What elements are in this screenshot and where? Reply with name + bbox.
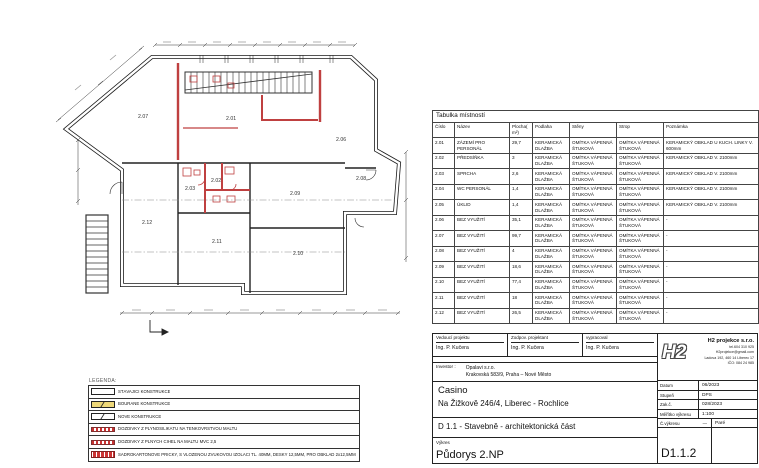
- title-block-right: [658, 334, 757, 463]
- field-row: [658, 381, 757, 391]
- cell-poznamka: -: [664, 215, 759, 230]
- cvykresu-label: Č.výkresu: [660, 421, 680, 426]
- cell-strop: OMÍTKA VÁPENNÁ ŠTUKOVÁ: [617, 169, 664, 184]
- field-row: [658, 410, 757, 420]
- cell-strop: OMÍTKA VÁPENNÁ ŠTUKOVÁ: [617, 153, 664, 168]
- legend-row: [89, 449, 359, 461]
- cell-poznamka: -: [664, 277, 759, 292]
- project-part: D 1.1 - Stavebně - architektonická část: [433, 418, 657, 438]
- cell-plocha: 29,7: [510, 138, 533, 153]
- cell-cislo: 2.05: [433, 200, 455, 215]
- table-row: [433, 169, 759, 184]
- investor-address: Krakovská 583/9, Praha – Nové Město: [465, 371, 552, 378]
- company-ico: IČO: 084 24 985: [727, 360, 754, 365]
- cell-steny: OMÍTKA VÁPENNÁ ŠTUKOVÁ: [570, 231, 617, 246]
- room-table-body: [433, 138, 759, 324]
- role-name: Ing. P. Kučera: [586, 344, 619, 351]
- cell-poznamka: -: [664, 262, 759, 277]
- table-row: [433, 200, 759, 215]
- field-label: Datum: [658, 381, 699, 390]
- room-label: 2.01: [226, 116, 237, 122]
- table-row: [433, 293, 759, 308]
- cell-steny: OMÍTKA VÁPENNÁ ŠTUKOVÁ: [570, 277, 617, 292]
- cell-podlaha: KERAMICKÁ DLAŽBA: [533, 169, 570, 184]
- floor-plan-svg: [55, 5, 425, 345]
- table-row: [433, 138, 759, 153]
- axis-lines: [122, 200, 396, 252]
- cell-plocha: 18,6: [510, 262, 533, 277]
- cell-steny: OMÍTKA VÁPENNÁ ŠTUKOVÁ: [570, 215, 617, 230]
- cell-strop: OMÍTKA VÁPENNÁ ŠTUKOVÁ: [617, 138, 664, 153]
- drawing-label: Výkres: [436, 439, 450, 445]
- cell-steny: OMÍTKA VÁPENNÁ ŠTUKOVÁ: [570, 138, 617, 153]
- cell-plocha: 99,7: [510, 231, 533, 246]
- cell-strop: OMÍTKA VÁPENNÁ ŠTUKOVÁ: [617, 184, 664, 199]
- legend-box: [88, 385, 360, 462]
- company-email: H2projekce@gmail.com: [715, 350, 754, 355]
- red-fixtures: [183, 76, 236, 202]
- cell-steny: OMÍTKA VÁPENNÁ ŠTUKOVÁ: [570, 169, 617, 184]
- legend-symbol: [91, 427, 115, 432]
- cell-steny: OMÍTKA VÁPENNÁ ŠTUKOVÁ: [570, 184, 617, 199]
- table-row: [433, 215, 759, 230]
- cell-steny: OMÍTKA VÁPENNÁ ŠTUKOVÁ: [570, 262, 617, 277]
- cell-cislo: 2.04: [433, 184, 455, 199]
- cell-plocha: 18: [510, 293, 533, 308]
- role-label: vypracoval: [586, 335, 654, 343]
- legend-symbol: [91, 388, 115, 395]
- col-header-steny: Stěny: [570, 122, 617, 137]
- cell-strop: OMÍTKA VÁPENNÁ ŠTUKOVÁ: [617, 231, 664, 246]
- room-label: 2.09: [290, 191, 301, 197]
- legend-row: [89, 424, 359, 437]
- cell-podlaha: KERAMICKÁ DLAŽBA: [533, 153, 570, 168]
- role-cell: [433, 334, 508, 356]
- legend-symbol: [91, 451, 115, 458]
- cell-cislo: 2.11: [433, 293, 455, 308]
- role-cell: [508, 334, 583, 356]
- title-block-bottom: [658, 428, 757, 463]
- cell-cislo: 2.12: [433, 308, 455, 323]
- cell-cislo: 2.03: [433, 169, 455, 184]
- cell-nazev: BEZ VYUŽITÍ: [455, 262, 510, 277]
- investor-name: Opalavi s.r.o.: [465, 364, 495, 371]
- role-cell: [583, 334, 657, 356]
- cell-podlaha: KERAMICKÁ DLAŽBA: [533, 246, 570, 261]
- col-header-nazev: Název: [455, 122, 510, 137]
- cell-plocha: 2,6: [510, 169, 533, 184]
- legend-label: NOVÉ KONSTRUKCE: [118, 414, 162, 419]
- room-table-header-row: [433, 122, 759, 137]
- stairs-left: [86, 215, 108, 293]
- cell-podlaha: KERAMICKÁ DLAŽBA: [533, 293, 570, 308]
- field-value: 06/2023: [702, 383, 720, 388]
- cell-nazev: BEZ VYUŽITÍ: [455, 231, 510, 246]
- cell-poznamka: -: [664, 231, 759, 246]
- title-block: [432, 333, 758, 464]
- cell-cislo: 2.07: [433, 231, 455, 246]
- field-value: DPS: [702, 392, 712, 398]
- cell-podlaha: KERAMICKÁ DLAŽBA: [533, 262, 570, 277]
- room-table: [432, 110, 759, 324]
- cell-podlaha: KERAMICKÁ DLAŽBA: [533, 231, 570, 246]
- legend-symbol: [91, 413, 115, 420]
- cell-cislo: 2.09: [433, 262, 455, 277]
- cell-strop: OMÍTKA VÁPENNÁ ŠTUKOVÁ: [617, 308, 664, 323]
- cell-cislo: 2.08: [433, 246, 455, 261]
- company-info: [704, 338, 754, 365]
- investor-info: [466, 365, 552, 380]
- cvykresu-value: —: [702, 421, 707, 426]
- table-row: [433, 153, 759, 168]
- room-label: 2.10: [293, 251, 304, 257]
- col-header-poznamka: Poznámka: [664, 122, 759, 137]
- field-row: [658, 391, 757, 401]
- cell-poznamka: KERAMICKÝ OBKLAD V. 2100mm: [664, 169, 759, 184]
- cell-poznamka: -: [664, 246, 759, 261]
- room-label: 2.07: [138, 114, 149, 120]
- field-row: [658, 400, 757, 410]
- cell-podlaha: KERAMICKÁ DLAŽBA: [533, 277, 570, 292]
- col-header-strop: Strop: [617, 122, 664, 137]
- title-block-left: [433, 334, 658, 463]
- legend-symbol: [91, 401, 115, 408]
- cell-strop: OMÍTKA VÁPENNÁ ŠTUKOVÁ: [617, 215, 664, 230]
- legend-label: BOURANÉ KONSTRUKCE: [118, 402, 171, 407]
- floor-plan: [55, 5, 425, 345]
- legend-symbol: [91, 440, 115, 445]
- cell-podlaha: KERAMICKÁ DLAŽBA: [533, 215, 570, 230]
- company-address: Ladova 192, 460 14 Liberec 17: [704, 355, 754, 360]
- field-label: Zak.č.: [658, 400, 699, 409]
- cell-poznamka: KERAMICKÝ OBKLAD U KUCH. LINKY V. 600mm: [664, 138, 759, 153]
- cvykresu-row: [658, 419, 757, 428]
- cell-nazev: ZÁZEMÍ PRO PERSONÁL: [455, 138, 510, 153]
- cell-plocha: 3: [510, 153, 533, 168]
- doors: [110, 170, 376, 227]
- interior-walls: [122, 163, 376, 293]
- table-row: [433, 277, 759, 292]
- cvykresu-left: [658, 419, 712, 427]
- cell-plocha: 1,4: [510, 200, 533, 215]
- cell-poznamka: -: [664, 308, 759, 323]
- table-row: [433, 184, 759, 199]
- company-phone: tel.604 310 925: [729, 345, 754, 350]
- outer-walls: [66, 57, 399, 293]
- cell-nazev: BEZ VYUŽITÍ: [455, 277, 510, 292]
- cell-podlaha: KERAMICKÁ DLAŽBA: [533, 184, 570, 199]
- cell-nazev: PŘEDSÍŇKA: [455, 153, 510, 168]
- company-cell: [658, 334, 757, 381]
- col-header-podlaha: Podlaha: [533, 122, 570, 137]
- room-label: 2.08: [356, 176, 367, 182]
- cell-steny: OMÍTKA VÁPENNÁ ŠTUKOVÁ: [570, 246, 617, 261]
- cell-strop: OMÍTKA VÁPENNÁ ŠTUKOVÁ: [617, 293, 664, 308]
- cell-cislo: 2.06: [433, 215, 455, 230]
- pare-label: Paré: [715, 421, 726, 426]
- project-address: Na Žižkově 246/4, Liberec - Rochlice: [438, 399, 569, 408]
- room-labels: [138, 114, 366, 257]
- investor-row: [433, 363, 657, 382]
- legend-row: [89, 411, 359, 424]
- table-row: [433, 308, 759, 323]
- role-name: Ing. P. Kučera: [436, 344, 469, 351]
- cell-nazev: BEZ VYUŽITÍ: [455, 293, 510, 308]
- investor-label: Investor :: [436, 364, 456, 370]
- legend-row: [89, 386, 359, 399]
- cell-cislo: 2.02: [433, 153, 455, 168]
- section-mark: [150, 320, 168, 335]
- cell-nazev: ÚKLID: [455, 200, 510, 215]
- cell-steny: OMÍTKA VÁPENNÁ ŠTUKOVÁ: [570, 308, 617, 323]
- cell-plocha: 4: [510, 246, 533, 261]
- stairs-top: [185, 72, 312, 93]
- table-row: [433, 246, 759, 261]
- cell-podlaha: KERAMICKÁ DLAŽBA: [533, 308, 570, 323]
- table-row: [433, 231, 759, 246]
- cell-nazev: WC PERSONÁL: [455, 184, 510, 199]
- cell-poznamka: KERAMICKÝ OBKLAD V. 2100mm: [664, 153, 759, 168]
- room-label: 2.06: [336, 137, 347, 143]
- roles-row: [433, 334, 657, 357]
- legend-row: [89, 436, 359, 449]
- drawing-cell: [433, 438, 657, 463]
- table-row: [433, 262, 759, 277]
- legend-label: STÁVAJÍCÍ KONSTRUKCE: [118, 389, 171, 394]
- cell-cislo: 2.01: [433, 138, 455, 153]
- cell-strop: OMÍTKA VÁPENNÁ ŠTUKOVÁ: [617, 262, 664, 277]
- cell-steny: OMÍTKA VÁPENNÁ ŠTUKOVÁ: [570, 153, 617, 168]
- col-header-plocha: Plocha(m²): [510, 122, 533, 137]
- room-label: 2.12: [142, 220, 153, 226]
- room-table-head: [433, 111, 759, 138]
- drawing-number: D1.1.2: [661, 446, 697, 460]
- company-name: H2 projekce s.r.o.: [707, 338, 754, 344]
- room-label: 2.02: [211, 178, 222, 184]
- cell-podlaha: KERAMICKÁ DLAŽBA: [533, 138, 570, 153]
- legend: [88, 378, 360, 462]
- cell-strop: OMÍTKA VÁPENNÁ ŠTUKOVÁ: [617, 200, 664, 215]
- room-label: 2.11: [212, 239, 222, 245]
- cell-plocha: 77,4: [510, 277, 533, 292]
- cell-nazev: SPRCHA: [455, 169, 510, 184]
- legend-title: LEGENDA:: [89, 378, 117, 384]
- project-cell: [433, 382, 657, 418]
- field-value: 1:100: [702, 411, 715, 417]
- legend-label: DOZDÍVKY Z PLNÝCH CIHEL NA MALTU MVC 2,5: [118, 440, 217, 445]
- pare-value-cell: [712, 428, 757, 463]
- cell-poznamka: -: [664, 293, 759, 308]
- cell-cislo: 2.10: [433, 277, 455, 292]
- field-label: Stupeň: [658, 391, 699, 400]
- fields: [658, 381, 757, 419]
- cell-nazev: BEZ VYUŽITÍ: [455, 246, 510, 261]
- drawing-number-cell: [658, 428, 712, 463]
- legend-label: DOZDÍVKY Z PLYNOSILIKÁTU NA TENKOVRSTVOU MALTU: [118, 427, 238, 432]
- cell-plocha: 26,5: [510, 308, 533, 323]
- drawing-name: Půdorys 2.NP: [436, 448, 504, 461]
- role-name: Ing. P. Kučera: [511, 344, 544, 351]
- company-logo: H2: [662, 342, 687, 363]
- cell-podlaha: KERAMICKÁ DLAŽBA: [533, 200, 570, 215]
- legend-label: SÁDROKARTONOVÉ PŘÍČKY, S VLOŽENOU ZVUKOVOU IZOLACÍ TL. 40MM, DESKY 12,5MM, PRO OBKLAD 2x12,5MM: [118, 452, 356, 457]
- project-title: Casino: [438, 385, 468, 396]
- cell-nazev: BEZ VYUŽITÍ: [455, 308, 510, 323]
- room-table-title: Tabulka místností: [433, 111, 759, 123]
- cell-nazev: BEZ VYUŽITÍ: [455, 215, 510, 230]
- cell-steny: OMÍTKA VÁPENNÁ ŠTUKOVÁ: [570, 200, 617, 215]
- cell-strop: OMÍTKA VÁPENNÁ ŠTUKOVÁ: [617, 277, 664, 292]
- cell-poznamka: KERAMICKÝ OBKLAD V. 2100mm: [664, 200, 759, 215]
- field-label: Měřítko výkresu: [658, 410, 699, 419]
- field-value: 028/2023: [702, 402, 723, 407]
- col-header-cislo: Číslo: [433, 122, 455, 137]
- cell-poznamka: KERAMICKÝ OBKLAD V. 2100mm: [664, 184, 759, 199]
- cell-plocha: 1,4: [510, 184, 533, 199]
- cell-strop: OMÍTKA VÁPENNÁ ŠTUKOVÁ: [617, 246, 664, 261]
- role-label: Zodpov. projektant: [511, 335, 579, 343]
- cell-plocha: 35,1: [510, 215, 533, 230]
- cell-steny: OMÍTKA VÁPENNÁ ŠTUKOVÁ: [570, 293, 617, 308]
- legend-row: [89, 399, 359, 412]
- room-label: 2.03: [185, 186, 196, 192]
- role-label: Vedoucí projektu: [436, 335, 504, 343]
